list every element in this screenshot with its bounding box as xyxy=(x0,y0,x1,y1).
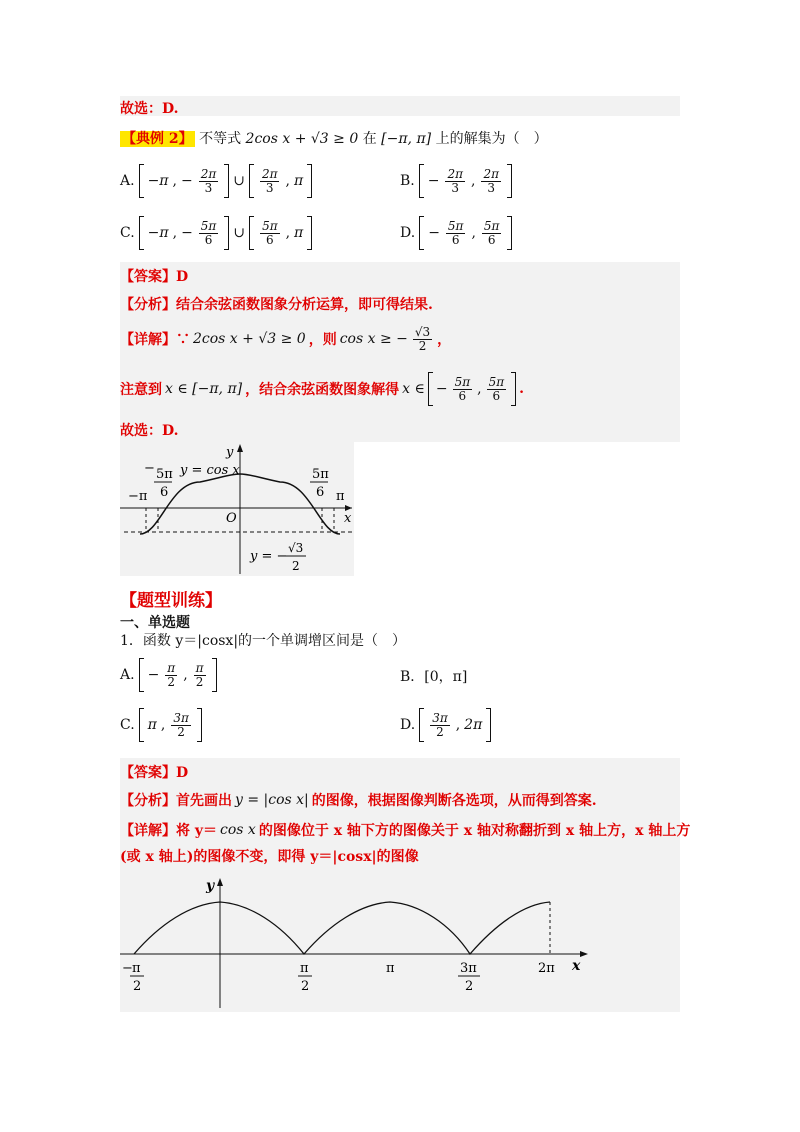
g2-pi-half: π xyxy=(300,961,309,976)
g1-negpi-label: −π xyxy=(128,489,148,504)
den: 2 xyxy=(418,338,427,353)
t-option-d-label: D. xyxy=(400,717,416,733)
choose-ex2: 故选：D. xyxy=(120,423,179,439)
bracket-right xyxy=(224,164,229,198)
bracket-left xyxy=(419,164,424,198)
num: 3π xyxy=(432,710,448,725)
minus: − xyxy=(428,225,440,241)
option-d xyxy=(400,216,512,250)
pi: π xyxy=(294,225,304,241)
note-x: x ∈ [−π, π] xyxy=(165,381,243,397)
answer-block-top xyxy=(120,96,680,116)
frac-5pi-6 xyxy=(482,220,502,246)
option-c-label: C. xyxy=(120,225,135,241)
detail-label: 【详解】∵ xyxy=(120,332,190,349)
bracket-right xyxy=(307,164,312,198)
frac-2pi-3 xyxy=(199,168,219,194)
detail-ex2 xyxy=(120,326,451,352)
g2-x-label: x xyxy=(572,958,581,974)
x-in: x ∈ xyxy=(402,381,425,397)
den: 3 xyxy=(451,180,460,195)
bracket-right xyxy=(486,708,491,742)
example2-label: 【典例 2】 xyxy=(122,131,193,147)
pi: π xyxy=(293,173,304,189)
g2-negpi: π xyxy=(132,961,141,976)
t-detail-cos: cos x xyxy=(220,822,256,838)
comma: , xyxy=(172,173,177,189)
g1-neg-sign: − xyxy=(144,461,155,476)
comma: , xyxy=(471,173,476,189)
frac-3pi-2 xyxy=(171,712,191,738)
example2-question xyxy=(120,128,548,148)
num: 5π xyxy=(483,218,500,233)
neg-pi: −π xyxy=(147,173,169,189)
abs-cos-curve xyxy=(134,902,550,954)
q-text-2: 在 xyxy=(362,131,377,147)
abs-cosine-graph xyxy=(120,874,590,1010)
comma: , xyxy=(471,225,476,241)
frac-5pi-6 xyxy=(453,376,473,402)
den: 6 xyxy=(487,232,496,247)
g1-y-label: y xyxy=(226,445,234,460)
comma: , xyxy=(172,225,178,241)
frac-3pi-2 xyxy=(430,712,450,738)
union-symbol: ∪ xyxy=(233,173,245,189)
bracket-left xyxy=(419,216,424,250)
g1-func-label: y = cos x xyxy=(180,463,240,478)
bracket-right xyxy=(307,216,312,250)
frac-2pi-3 xyxy=(481,168,501,194)
num: 2π xyxy=(447,166,464,181)
g1-hline-label: y = − xyxy=(250,549,288,564)
t-option-b xyxy=(400,666,467,686)
bracket-left xyxy=(249,216,254,250)
g1-5pi: 5π xyxy=(312,467,329,482)
t-analysis-a: 【分析】首先画出 xyxy=(120,793,232,809)
option-a-label: A. xyxy=(120,173,135,189)
frac-2pi-3 xyxy=(260,168,280,194)
detail-then: ，则 xyxy=(308,332,337,349)
den: 2 xyxy=(436,724,444,739)
bracket-right xyxy=(197,708,202,742)
den: 3 xyxy=(204,180,213,195)
minus: − xyxy=(180,173,193,189)
detail-cos: cos x ≥ − xyxy=(339,331,408,348)
t-option-a xyxy=(120,658,217,692)
frac-pi-2 xyxy=(194,662,206,688)
den: 2 xyxy=(167,674,176,689)
den: 3 xyxy=(487,180,496,195)
comma: , xyxy=(477,381,482,397)
num: 5π xyxy=(488,374,505,389)
bracket-right xyxy=(507,164,512,198)
den: 3 xyxy=(265,180,274,195)
minus: − xyxy=(435,381,448,397)
g2-pi: π xyxy=(386,961,395,976)
den: 2 xyxy=(195,674,204,689)
bracket-left xyxy=(139,708,144,742)
bracket-left xyxy=(139,216,144,250)
t-detail-1 xyxy=(120,820,690,840)
frac-sqrt3-2 xyxy=(413,326,432,352)
option-d-label: D. xyxy=(400,225,416,241)
training-q1: 1．函数 y＝|cosx|的一个单调增区间是（ ） xyxy=(120,633,407,649)
den: 6 xyxy=(266,232,274,247)
g2-two-3: 2 xyxy=(465,979,474,994)
inequality-expr: 2cos x + √3 ≥ 0 xyxy=(245,131,359,147)
num: 2π xyxy=(261,166,278,181)
comma: , xyxy=(160,717,166,733)
bracket-left xyxy=(249,164,254,198)
bracket-left xyxy=(428,372,433,406)
note-a: 注意到 xyxy=(120,382,162,398)
num: 2π xyxy=(200,166,217,181)
t-option-b-text: B．[0，π] xyxy=(400,669,468,685)
bracket-left xyxy=(419,708,424,742)
x-axis-arrow xyxy=(580,951,588,957)
comma: , xyxy=(183,667,188,683)
g2-two-2: 2 xyxy=(301,979,310,994)
t-option-d xyxy=(400,708,491,742)
y-axis-arrow xyxy=(217,878,223,886)
t-option-c-label: C. xyxy=(120,717,135,733)
option-c xyxy=(120,216,312,250)
frac-5pi-6 xyxy=(487,376,507,402)
t-answer: 【答案】D xyxy=(120,765,189,781)
option-b-label: B. xyxy=(400,173,415,189)
frac-5pi-6 xyxy=(446,220,466,246)
bracket-right xyxy=(212,658,217,692)
num: 5π xyxy=(454,374,471,389)
g1-origin-label: O xyxy=(226,511,237,526)
option-a xyxy=(120,164,312,198)
note-ex2 xyxy=(120,372,524,406)
den: 6 xyxy=(458,388,467,403)
t-analysis xyxy=(120,790,597,810)
bracket-left xyxy=(139,658,144,692)
g1-six-left: 6 xyxy=(160,485,169,500)
comma: , xyxy=(285,225,291,241)
q-text-3: 上的解集为（ ） xyxy=(435,131,548,147)
neg-pi: −π xyxy=(147,225,169,241)
comma: , xyxy=(285,173,290,189)
g1-six-right: 6 xyxy=(316,485,325,500)
t-analysis-b: 的图像，根据图像判断各选项，从而得到答案. xyxy=(311,793,597,809)
frac-5pi-6 xyxy=(199,220,219,246)
note-b: ，结合余弦函数图象解得 xyxy=(245,382,400,398)
detail-expr: 2cos x + √3 ≥ 0 xyxy=(193,331,306,348)
g1-pi-label: π xyxy=(336,489,345,504)
num: 5π xyxy=(447,218,464,233)
section-title: 【题型训练】 xyxy=(120,591,222,611)
g1-x-label: x xyxy=(344,511,352,526)
t-option-c xyxy=(120,708,202,742)
choose-line-top: 故选：D. xyxy=(120,101,179,117)
num: 2π xyxy=(483,166,499,181)
num: 5π xyxy=(200,218,217,233)
frac-pi-2 xyxy=(165,662,177,688)
den: 6 xyxy=(204,232,213,247)
option-b xyxy=(400,164,512,198)
den: 2 xyxy=(177,724,185,739)
den: 6 xyxy=(492,388,501,403)
t-detail-2: (或 x 轴上)的图像不变，即得 y＝|cosx|的图像 xyxy=(120,849,419,865)
bracket-left xyxy=(139,164,144,198)
union-symbol: ∪ xyxy=(233,225,246,241)
period: . xyxy=(519,381,524,397)
frac-2pi-3 xyxy=(445,168,465,194)
num: 3π xyxy=(173,710,189,725)
g1-neg5pi: 5π xyxy=(156,467,173,482)
minus: − xyxy=(147,667,160,683)
t-detail-b: 的图像位于 x 轴下方的图像关于 x 轴对称翻折到 x 轴上方，x 轴上方 xyxy=(258,823,691,839)
interval-expr: [−π, π] xyxy=(381,131,432,147)
t-detail-a: 【详解】将 y＝ xyxy=(120,823,218,839)
t-option-a-label: A. xyxy=(120,667,135,683)
num: √3 xyxy=(414,325,431,339)
bracket-right xyxy=(507,216,512,250)
g2-y-label: y xyxy=(206,878,215,894)
g2-3pi: 3π xyxy=(460,961,477,976)
num: π xyxy=(195,660,204,675)
g2-neg: − xyxy=(122,961,133,976)
minus: − xyxy=(427,173,440,189)
y-axis-arrow xyxy=(237,444,243,452)
g1-sqrt3: √3 xyxy=(288,541,304,555)
pi: π xyxy=(147,717,157,733)
comma: , xyxy=(455,717,461,733)
num: 5π xyxy=(262,218,278,233)
t-analysis-expr: y = |cos x| xyxy=(235,792,309,808)
g1-two: 2 xyxy=(292,559,300,573)
minus: − xyxy=(181,225,193,241)
q-text-1: 不等式 xyxy=(199,131,242,147)
two-pi: 2π xyxy=(464,717,483,733)
bracket-right xyxy=(224,216,229,250)
num: π xyxy=(167,660,176,675)
analysis-ex2: 【分析】结合余弦函数图象分析运算，即可得结果. xyxy=(120,297,433,313)
cosine-graph xyxy=(120,442,354,576)
comma-cn: ， xyxy=(437,332,452,349)
bracket-right xyxy=(511,372,516,406)
section-subtitle: 一、单选题 xyxy=(120,615,190,631)
den: 6 xyxy=(451,232,460,247)
frac-5pi-6 xyxy=(260,220,280,246)
g2-2pi: 2π xyxy=(538,961,555,976)
answer-ex2: 【答案】D xyxy=(120,269,189,285)
g2-two-1: 2 xyxy=(133,979,142,994)
